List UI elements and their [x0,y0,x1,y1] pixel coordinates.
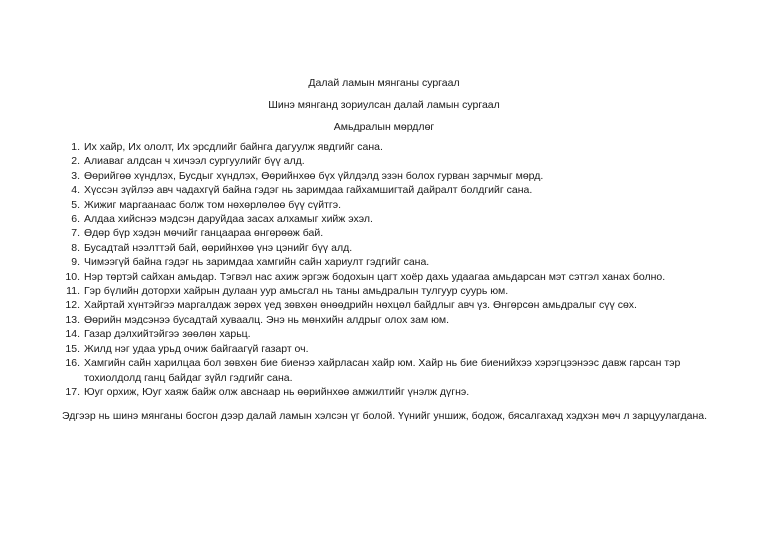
rule-number: 16. [65,357,80,370]
rule-text: Чимээгүй байна гэдэг нь заримдаа хамгийн сайн хариулт гэдгийг сана. [84,256,430,269]
rule-item [58,270,718,284]
rule-text: Хайртай хүнтэйгээ маргалдаж зөрөх үед зөвхөн өнөөдрийн нөхцөл байдлыг авч үз. Өнгөрсөн амьдралыг сүү сөх. [84,299,637,312]
document-subtitle: Шинэ мянганд зориулсан далай ламын сургаал [268,99,500,111]
rule-text: Нэр төртэй сайхан амьдар. Тэгвэл нас ахиж эргэж бодохын цагт хоёр дахь удаагаа амьдарсан мэт сэтгэл ханах болно. [84,270,666,283]
rule-item [58,255,718,269]
rule-item [58,198,718,212]
rule-text: Газар дэлхийтэйгээ зөөлөн харьц. [84,328,251,341]
rule-item [58,298,718,312]
rule-text: Юуг орхиж, Юуг хаяж байж олж авснаар нь өөрийнхөө амжилтийг үнэлж дүгнэ. [84,385,470,398]
rule-item [58,342,718,356]
rule-text: Их хайр, Их ололт, Их эрсдлийг байнга дагуулж явдгийг сана. [84,141,383,153]
rule-item [58,241,718,255]
rule-item [58,327,718,341]
rule-number: 9. [71,256,80,269]
rule-text: Алдаа хийснээ мэдсэн даруйдаа засах алхамыг хийж эхэл. [84,213,373,226]
rule-item [58,212,718,226]
rule-item [58,313,718,327]
rule-item [58,284,718,298]
section-heading: Амьдралын мөрдлөг [333,121,435,133]
rule-number: 7. [71,227,80,240]
rule-text: Хүссэн зүйлээ авч чадахгүй байна гэдэг нь заримдаа гайхамшигтай дайралт болдгийг сана. [84,184,533,197]
rule-number: 3. [71,169,80,182]
rule-item [58,356,718,385]
rule-item [58,140,718,154]
rule-number: 6. [71,213,80,226]
rule-item [58,385,718,399]
rule-text: Жилд нэг удаа урьд очиж байгаагүй газарт оч. [84,342,309,355]
rules-list [58,140,718,399]
rule-item [58,183,718,197]
rule-text: Өдөр бүр хэдэн мөчийг ганцаараа өнгөрөөж бай. [84,227,324,240]
rule-number: 4. [71,184,80,197]
rule-number: 17. [65,385,80,398]
rule-item [58,226,718,240]
rule-item [58,169,718,183]
rule-item [58,154,718,168]
rule-text: Хамгийн сайн харилцаа бол зөвхөн бие биенээ хайрласан хайр юм. Хайр нь бие биенийхээ хэрэгцээнээс давж гарсан тэр тохиолдолд ганц байдаг зүйл гэдгийг сана. [84,357,681,384]
rule-number: 15. [65,342,80,355]
document-title: Далай ламын мянганы сургаал [308,77,460,89]
rule-text: Гэр бүлийн доторхи хайрын дулаан уур амьсгал нь таны амьдралын тулгуур суурь юм. [84,285,509,298]
rule-number: 11. [66,285,80,298]
rule-number: 5. [71,198,80,211]
rule-number: 12. [65,299,80,312]
rule-number: 1. [71,141,80,153]
rule-text: Өөрийн мэдсэнээ бусадтай хуваалц. Энэ нь мөнхийн алдрыг олох зам юм. [84,313,449,326]
rule-number: 10. [65,270,80,283]
rule-number: 2. [71,155,80,168]
rule-text: Алиаваг алдсан ч хичээл сургуулийг бүү алд. [84,155,305,168]
rule-number: 8. [71,241,80,254]
rule-text: Өөрийгөө хүндлэх, Бусдыг хүндлэх, Өөрийнхөө бүх үйлдэлд эзэн болох гурван зарчмыг мөрд. [84,169,544,182]
rule-text: Жижиг маргаанаас болж том нөхөрлөлөө бүү сүйтгэ. [84,198,341,211]
closing-paragraph: Эдгээр нь шинэ мянганы босгон дээр далай ламын хэлсэн үг болой. Үүнийг уншиж, бодож, бясалгахад хэдхэн мөч л зарцуулагдана. [62,410,708,422]
rule-text: Бусадтай нээлттэй бай, өөрийнхөө үнэ цэнийг бүү алд. [84,241,353,254]
rule-number: 14. [65,328,80,341]
rule-number: 13. [65,313,80,326]
